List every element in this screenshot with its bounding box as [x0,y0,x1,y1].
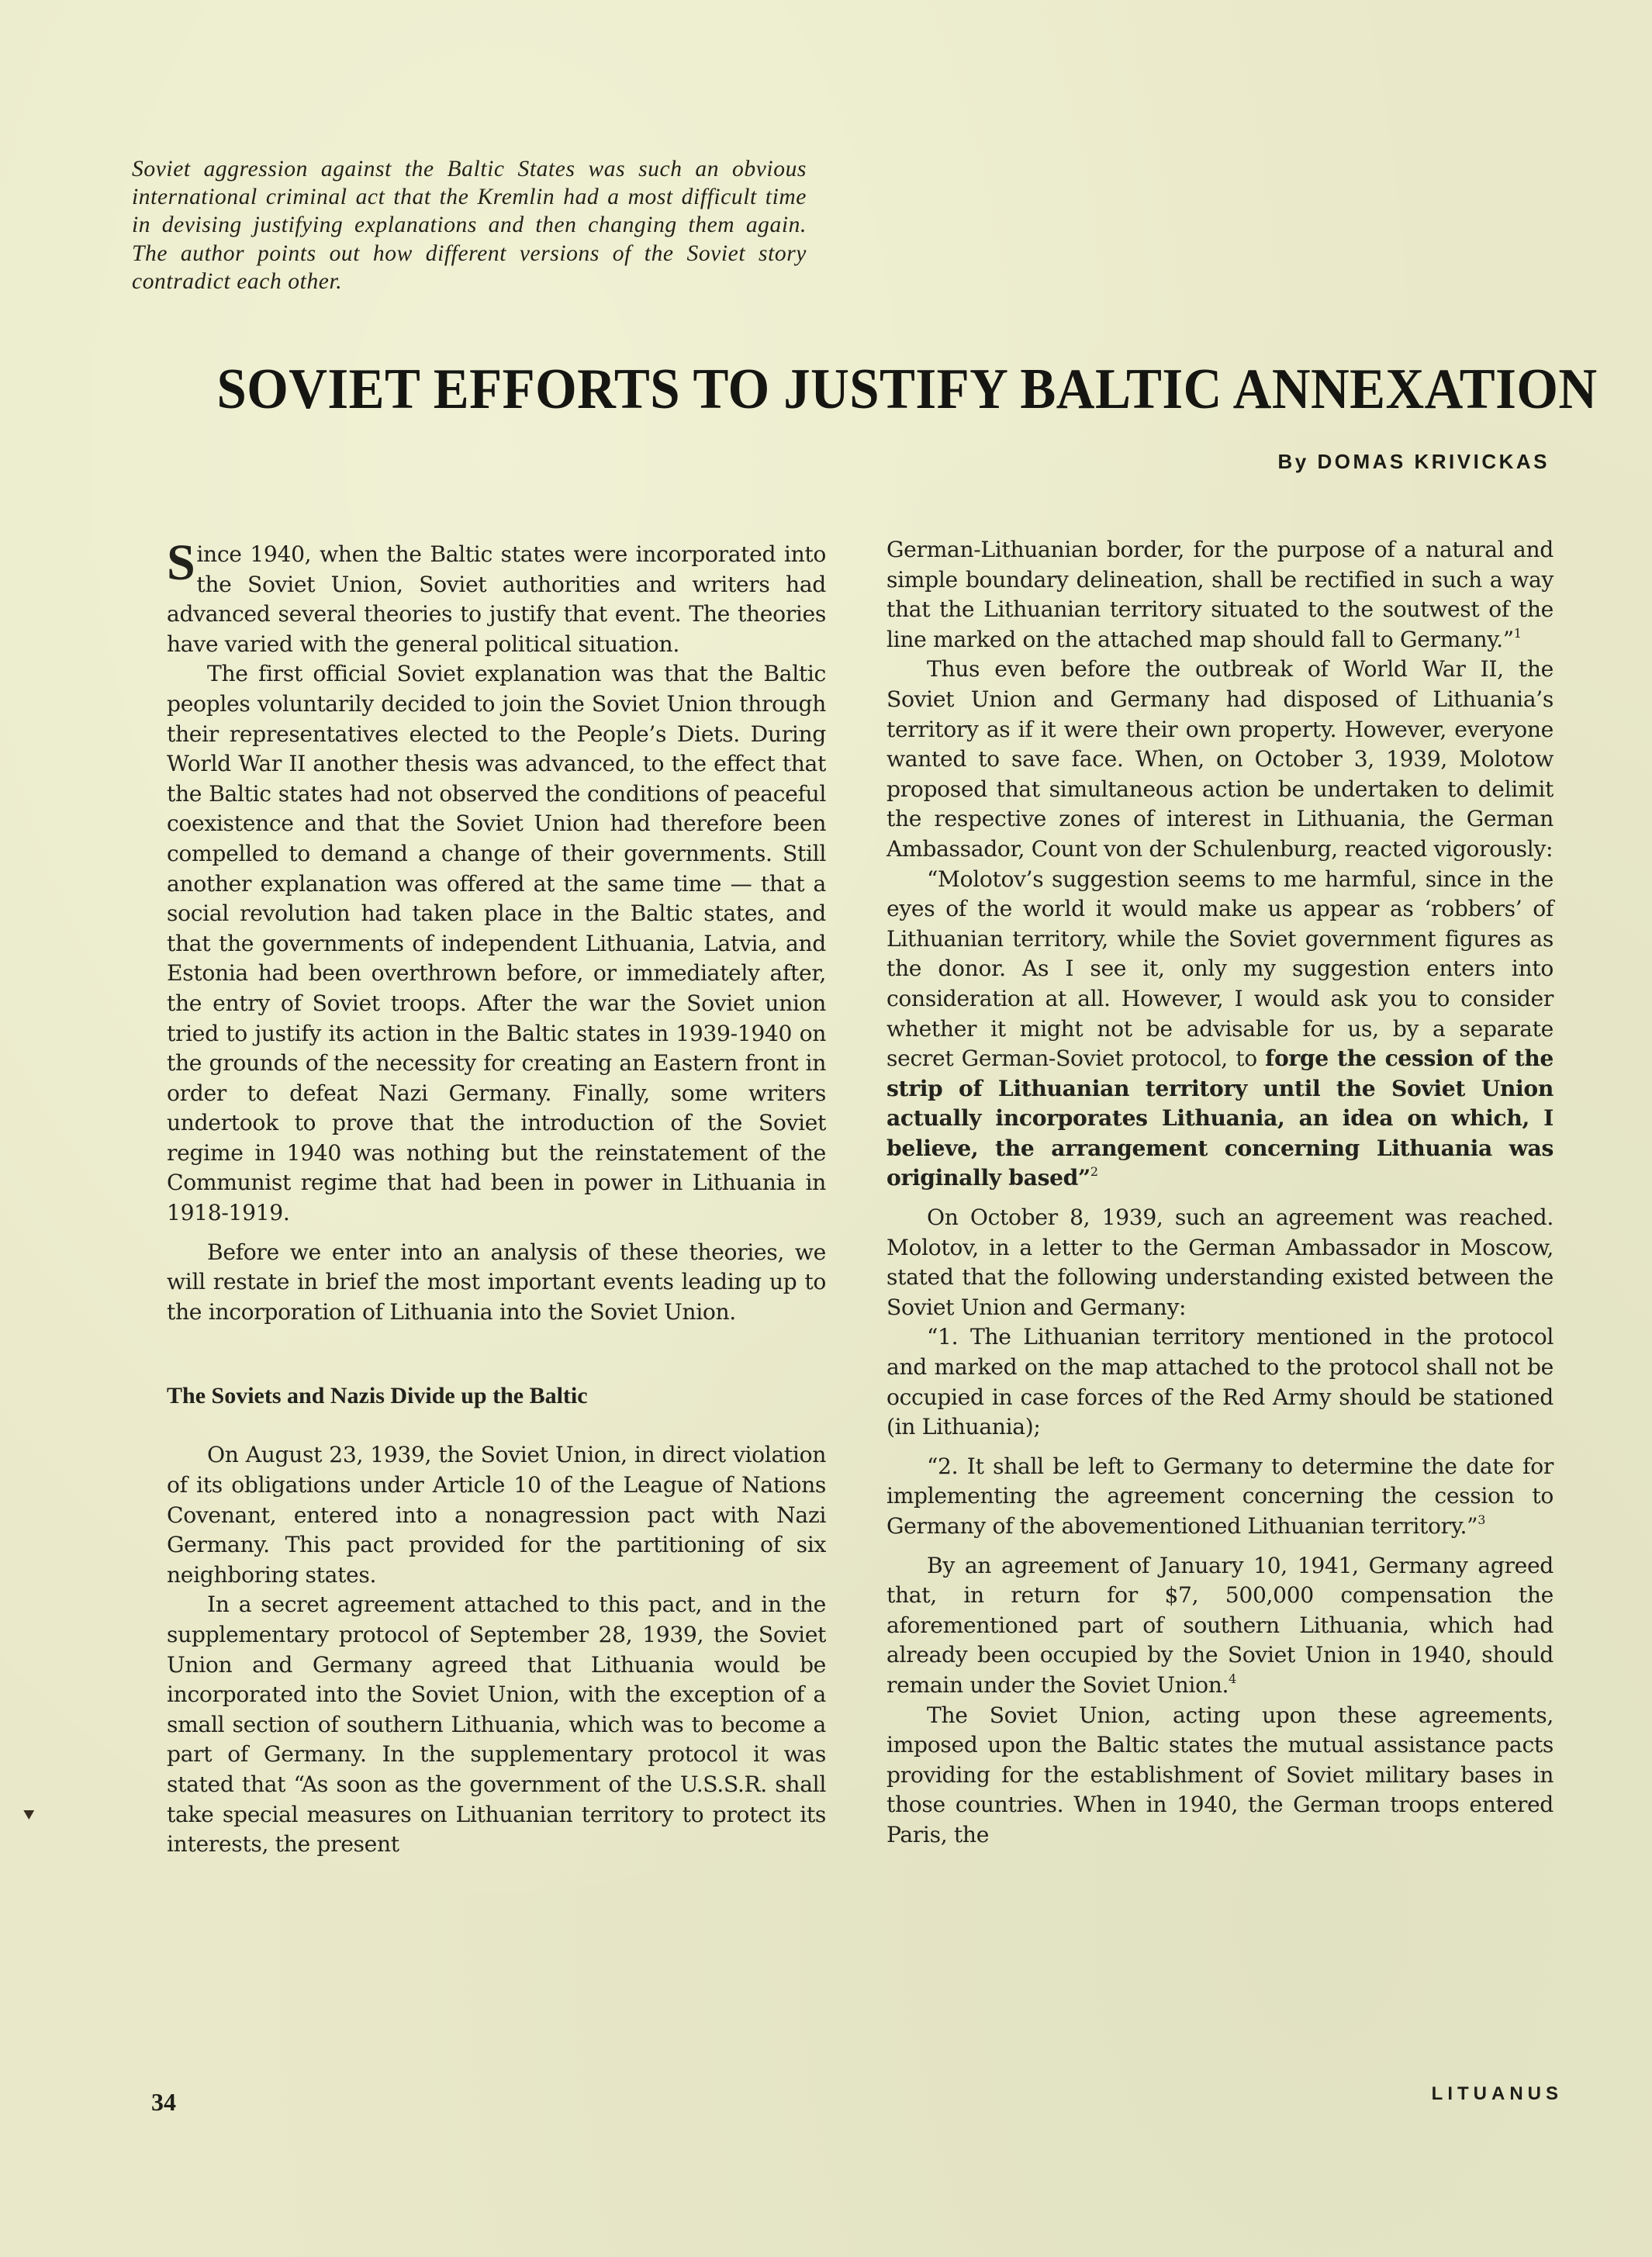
paragraph: On August 23, 1939, the Soviet Union, in direct violation of its obligations under Article 10 of the League of Nations Covenant, entered into a nonagression pact with Nazi Germany. This pact provided for the partitioning of six neighboring states. [167,1442,826,1588]
paragraph-text: By an agreement of January 10, 1941, Germany agreed that, in return for $7, 500,000 compensation the aforementioned part of southern Lithuania, which had already been occupied by the Soviet Union in 1940, should remain under the Soviet Union. [886,1552,1554,1698]
paragraph: Thus even before the outbreak of World War II, the Soviet Union and Germany had disposed of Lithuania’s territory as if it were their own property. However, everyone wanted to save face. When, on October 3, 1939, Molotow proposed that simultaneous action be undertaken to delimit the respective zones of interest in Lithuania, the German Ambassador, Count von der Schulenburg, reacted vigorously: [886,656,1554,862]
footnote-ref: 1 [1513,625,1522,641]
quote-emphasis: forge the cession of the strip of Lithuanian territory until the Soviet Union actually incorporates Lithuania, an idea on which, I believe, the arrangement concerning Lithuania was originally based” [886,1046,1554,1191]
paragraph: Before we enter into an analysis of these theories, we will restate in brief the most important events leading up to the incorporation of Lithuania into the Soviet Union. [167,1239,826,1325]
quote-paragraph [886,1452,1554,1542]
drop-cap: S [167,534,195,591]
paragraph: The first official Soviet explanation was that the Baltic peoples voluntarily decided to join the Soviet Union through their representatives elected to the People’s Diets. During World War II another thesis was advanced, to the effect that the Baltic states had not observed the conditions of peaceful coexistence and that the Soviet Union had therefore been compelled to demand a change of their governments. Still another explanation was offered at the same time — that a social revolution had taken place in the Baltic states, and that the governments of independent Lithuania, Latvia, and Estonia had been overthrown before, or immediately after, the entry of Soviet troops. After the war the Soviet union tried to justify its action in the Baltic states in 1939-1940 on the grounds of the necessity for creating an Eastern front in order to defeat Nazi Germany. Finally, some writers undertook to prove that the introduction of the Soviet regime in 1940 was nothing but the reinstatement of the Communist regime that had been in power in Lithuania in 1918-1919. [167,661,826,1226]
author-byline: By DOMAS KRIVICKAS [1277,450,1550,473]
article-intro-blurb: Soviet aggression against the Baltic States was such an obvious international criminal act that the Kremlin had a most difficult time in devising justifying explanations and then changing them again. The author points out how different versions of the Soviet story contradict each other. [132,157,807,294]
footnote-ref: 4 [1229,1671,1236,1686]
quote-paragraph [886,865,1554,1194]
quote-paragraph: “1. The Lithuanian territory mentioned in the protocol and marked on the map attached to the protocol shall not be occupied in case forces of the Red Army should be stationed (in Lithuania); [886,1324,1554,1440]
quote-text: “2. It shall be left to Germany to determine the date for implementing the agreement concerning the cession to Germany of the abovementioned Lithuanian territory.” [886,1453,1554,1539]
paragraph: In a secret agreement attached to this pact, and in the supplementary protocol of September 28, 1939, the Soviet Union and Germany agreed that Lithuania would be incorporated into the Soviet Union, with the exception of a small section of southern Lithuania, which was to become a part of Germany. In the supplementary protocol it was stated that “As soon as the government of the U.S.S.R. shall take special measures on Lithuanian territory to protect its interests, the present [167,1592,826,1858]
magazine-name: LITUANUS [1431,2083,1563,2104]
paragraph [886,1551,1554,1701]
section-heading: The Soviets and Nazis Divide up the Baltic [167,1383,588,1409]
left-column [167,534,826,1860]
paragraph: The Soviet Union, acting upon these agreements, imposed upon the Baltic states the mutual assistance pacts providing for the establishment of Soviet military bases in those countries. When in 1940, the German troops entered Paris, the [886,1702,1554,1847]
margin-arrow-mark [23,1806,36,1820]
paragraph-text: German-Lithuanian border, for the purpose of a natural and simple boundary delineation, shall be rectified in such a way that the Lithuanian territory situated to the soutwest of the line marked on the attached map should fall to Germany.” [886,537,1554,652]
article-title: SOVIET EFFORTS TO JUSTIFY BALTIC ANNEXATION [216,358,1598,421]
paragraph: On October 8, 1939, such an agreement was reached. Molotov, in a letter to the German Ambassador in Moscow, stated that the following understanding existed between the Soviet Union and Germany: [886,1205,1554,1320]
quote-text: “Molotov’s suggestion seems to me harmful, since in the eyes of the world it would make us appear as ‘robbers’ of Lithuanian territory, while the Soviet government figures as the donor. As I see it, only my suggestion enters into consideration at all. However, I would ask you to consider whether it might not be advisable for us, by a separate secret German-Soviet protocol, to [886,866,1554,1072]
paragraph [167,534,826,659]
footnote-ref: 2 [1090,1164,1098,1180]
page-number: 34 [151,2088,176,2116]
right-column [886,535,1554,1851]
paragraph [886,535,1554,655]
footnote-ref: 3 [1477,1512,1486,1527]
paragraph-text: ince 1940, when the Baltic states were incorporated into the Soviet Union, Soviet authorities and writers had advanced several theories to justify that event. The theories have varied with the general political situation. [167,541,826,657]
